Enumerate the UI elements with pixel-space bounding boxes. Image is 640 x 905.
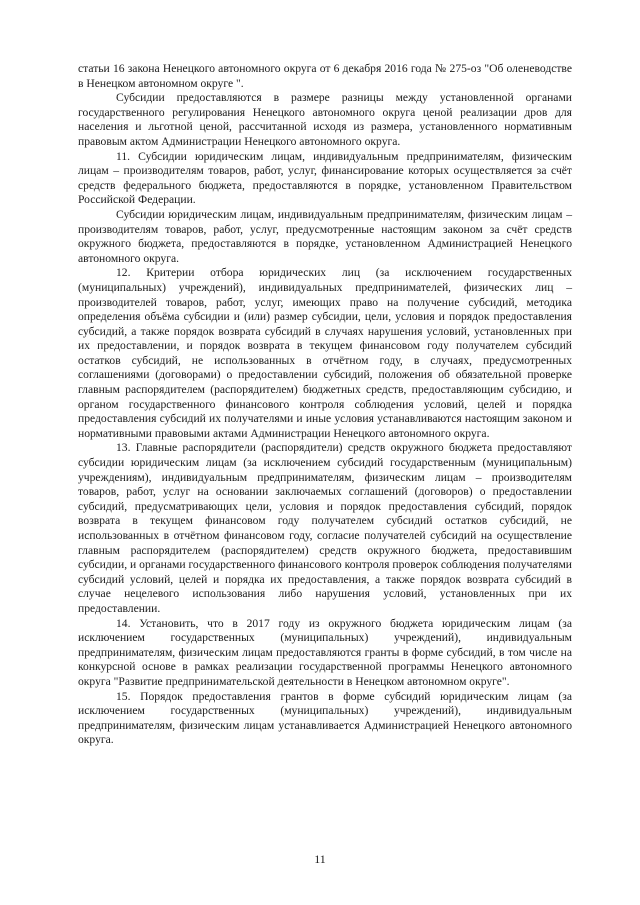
paragraph-15-grant-procedure: 15. Порядок предоставления грантов в форме субсидий юридическим лицам (за исключением государственных (муниципальных) учреждений), индивидуальным предпринимателям, физическим лицам устанавливается Администрацией Ненецкого автономного округа. (78, 689, 572, 747)
document-body (78, 62, 572, 748)
paragraph-11-federal: 11. Субсидии юридическим лицам, индивидуальным предпринимателям, физическим лицам – производителям товаров, работ, услуг, финансирование которых осуществляется за счёт средств федерального бюджета, предоставляются в порядке, установленном Правительством Российской Федерации. (78, 149, 572, 207)
paragraph-12-criteria: 12. Критерии отбора юридических лиц (за исключением государственных (муниципальных) учреждений), индивидуальных предпринимателей, физических лиц – производителей товаров, работ, услуг, имеющих право на получение субсидий, методика определения объёма субсидии и (или) размер субсидии, цели, условия и порядок предоставления субсидий, а также порядок возврата субсидий в случаях нарушения условий, установленных при их предоставлении, и порядок возврата в текущем финансовом году получателем субсидий остатков субсидий, не использованных в отчётном году, в случаях, предусмотренных соглашениями (договорами) о предоставлении субсидий, положения об обязательной проверке главным распорядителем (распорядителем) бюджетных средств, предоставляющим субсидию, и органом государственного финансового контроля соблюдения условий, целей и порядка предоставления субсидий их получателями и иные условия устанавливаются настоящим законом и нормативными правовыми актами Администрации Ненецкого автономного округа. (78, 266, 572, 440)
paragraph-subsidy-size: Субсидии предоставляются в размере разницы между установленной органами государственного регулирования Ненецкого автономного округа ценой реализации дров для населения и льготной ценой, рассчитанной исходя из размера, установленного нормативным правовым актом Администрации Ненецкого автономного округа. (78, 91, 572, 148)
page-number: 11 (314, 852, 326, 866)
paragraph-article-16-continuation: статьи 16 закона Ненецкого автономного округа от 6 декабря 2016 года № 275-оз "Об оленеводстве в Ненецком автономном округе ". (78, 62, 572, 90)
paragraph-13-distributors: 13. Главные распорядители (распорядители) средств окружного бюджета предоставляют субсидии юридическим лицам (за исключением субсидий государственным (муниципальным) учреждениям), индивидуальным предпринимателям, физическим лицам – производителям товаров, работ, услуг на основании заключаемых соглашений (договоров) о предоставлении субсидий, предусматривающих цели, условия и порядок предоставления субсидий, порядок возврата в текущем финансовом году получателем субсидий остатков субсидий, не использованных в отчётном финансовом году, согласие получателей субсидий на осуществление главным распорядителем (распорядителем) средств окружного бюджета, предоставившим субсидии, и органами государственного финансового контроля проверок соблюдения получателями субсидий условий, целей и порядка их предоставления, а также порядок возврата субсидий в случае нецелевого использования либо нарушения условий, установленных при их предоставлении. (78, 441, 572, 615)
paragraph-14-grants-2017: 14. Установить, что в 2017 году из окружного бюджета юридическим лицам (за исключением государственных (муниципальных) учреждений), индивидуальным предпринимателям, физическим лицам предоставляются гранты в форме субсидий, в том числе на конкурсной основе в рамках реализации государственной программы Ненецкого автономного округа "Развитие предпринимательской деятельности в Ненецком автономном округе". (78, 616, 572, 688)
paragraph-11-regional: Субсидии юридическим лицам, индивидуальным предпринимателям, физическим лицам – производителям товаров, работ, услуг, предусмотренные настоящим законом за счёт средств окружного бюджета, предоставляются в порядке, установленном Администрацией Ненецкого автономного округа. (78, 207, 572, 265)
